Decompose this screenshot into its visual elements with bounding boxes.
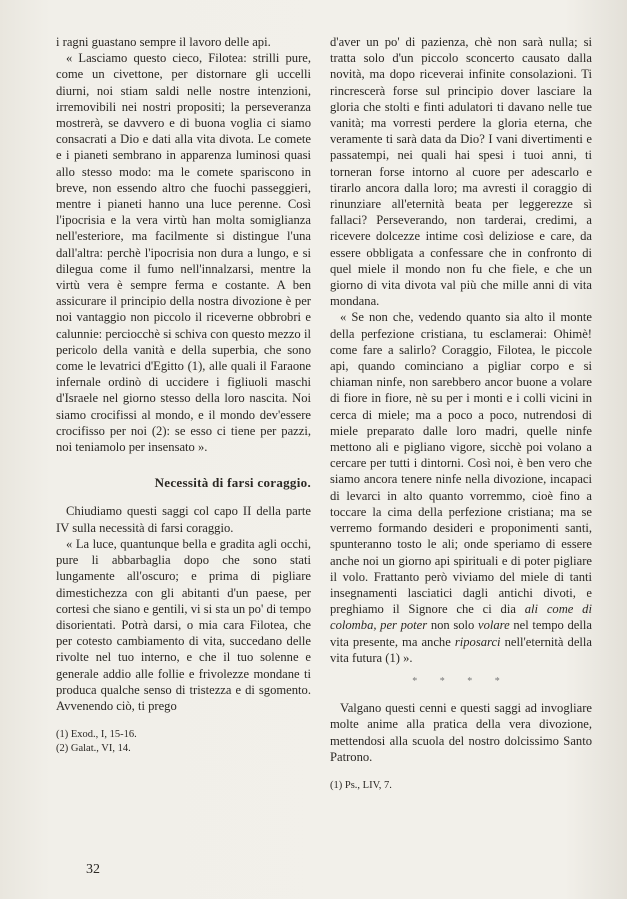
footnote: (1) Exod., I, 15-16. (56, 729, 137, 741)
text-run: non solo (430, 618, 475, 633)
paragraph: « Lasciamo questo cieco, Filotea: strilli pure, come un civettone, per distornare gli uccelli diurni, noi stiam saldi nelle nostre intenzioni, irremovibili nei nostri propositi; la perseveranza mostrerà, se davvero e di buona voglia ci siamo consacrati a Dio e dati alla vita divota. Le comete e i pianeti sembrano in apparenza luminosi quasi allo stesso modo: ma le comete spariscono in breve, non essendo altro che fuochi passeggieri, mentre i pianeti hanno una luce perenne. Così l'ipocrisia e la vera virtù han molta somiglianza nell'esteriore, ma facilmente si distingue l'una dall'altra: perchè l'ipocrisia non dura a lungo, e si dilegua come il fumo nell'innalzarsi, mentre la virtù vera è sempre ferma e costante. A ben assicurare il principio della nostra divozione è per noi vantaggio non piccolo il riceverne obbrobri e calunnie: perciocchè si schiva con questo mezzo il pericolo della vanità e della superbia, che sono come le levatrici d'Egitto (1), alle quali il Faraone infernale ordinò di uccidere i figliuoli maschi d'Israele nel giorno stesso della loro nascita. Noi siamo crocifissi al mondo, e il mondo dev'essere crocifisso per noi (2): se esso ci tiene per pazzi, noi teniamolo per insensato ». (56, 51, 311, 455)
paragraph: « La luce, quantunque bella e gradita agli occhi, pure li abbarbaglia dopo che sono stati lungamente all'oscuro; e prima di pigliare dimestichezza con gli abitanti d'un paese, per cortesi che siano e gentili, vi si sta un po' di tempo disorientati. Potrà darsi, o mia cara Filotea, che per cotesto cambiamento di vita, succedano delle rivolte nel tuo interno, e che il tuo solenne e generale addio alle follie e frivolezze mondane ti produca qualche senso di tristezza e di sgomento. Avvenendo ciò, ti prego (56, 536, 311, 713)
page-number: 32 (86, 862, 100, 877)
paragraph: d'aver un po' di pazienza, chè non sarà nulla; si tratta solo d'un piccolo sconcerto causato dalla novità, ma dopo riceverai infinite consolazioni. Ti rincrescerà forse sul principio dover lasciare la gloria che stolti e finti adulatori ti davano nelle tue vanità; ma vorresti perdere la gloria eterna, che veramente ti sarà data da Dio? I vani divertimenti e passatempi, nei quali hai spesi i tuoi anni, ti torneran forse intorno al cuore per adescarlo e tirarlo ancora dalla loro; ma avresti il coraggio di rinunziare all'eternità beata per leggerezze sì fallaci? Perseverando, non tarderai, credimi, a ricevere dolcezze intime così deliziose e care, da essere obbligata a confessare che in confronto di quel miele il mondo non fu che fiele, e che un giorno di vita divota val più che mille anni di vita mondana. (330, 35, 592, 309)
paragraph: i ragni guastano sempre il lavoro delle api. (56, 35, 271, 49)
text-run: « Se non che, vedendo quanto sia alto il monte della perfezione cristiana, tu esclamerai: Ohimè! come fare a salirlo? Coraggio, Filotea, le piccole api, quando cominciano a pigliar corpo e si chiaman ninfe, non sarebbero ancor buone a volare di fiore in fiore, nè su per i monti e i colli vicini in cerca di miele; ma a poco a poco, nutrendosi di miele preparato dalle loro madri, quelle ninfe mettono ali e pigliano vigore, sicchè poi volano a cercare per tutti i dintorni. Così noi, è ben vero che siamo ancora tenere ninfe nella divozione, incapaci di levarci in alto quanto vorremmo, cioè fino a toccare la cima della perfezione cristiana; ma se verremo formando desideri e proponimenti santi, spunteranno tosto le ali; onde speriamo di essere anche noi un giorno api spirituali e di poter pigliare il volo. Frattanto però viviamo del miele di tanti insegnamenti lasciatici dagli antichi divoti, e preghiamo il Signore che ci dia (330, 310, 592, 617)
italic-text: ali come di colomba, per poter (330, 602, 592, 633)
paragraph (330, 309, 592, 665)
paragraph: Valgano questi cenni e questi saggi ad invogliare molte anime alla pratica della vera divozione, mettendosi alla scuola del nostro dolcissimo Santo Patrono. (330, 701, 592, 764)
text-run: nel tempo della vita presente, ma anche (330, 618, 592, 649)
section-separator: * * * * (412, 675, 510, 687)
italic-text: volare (477, 618, 510, 633)
paragraph: Chiudiamo questi saggi col capo II della parte IV sulla necessità di farsi coraggio. (56, 504, 311, 535)
footnote: (1) Ps., LIV, 7. (330, 779, 392, 791)
text-run: nell'eternità della vita futura (1) ». (330, 634, 592, 665)
italic-text: riposarci (454, 634, 501, 649)
left-column (56, 34, 311, 756)
right-column (330, 34, 592, 793)
footnote: (2) Galat., VI, 14. (56, 743, 131, 755)
section-heading: Necessità di farsi coraggio. (154, 475, 311, 491)
